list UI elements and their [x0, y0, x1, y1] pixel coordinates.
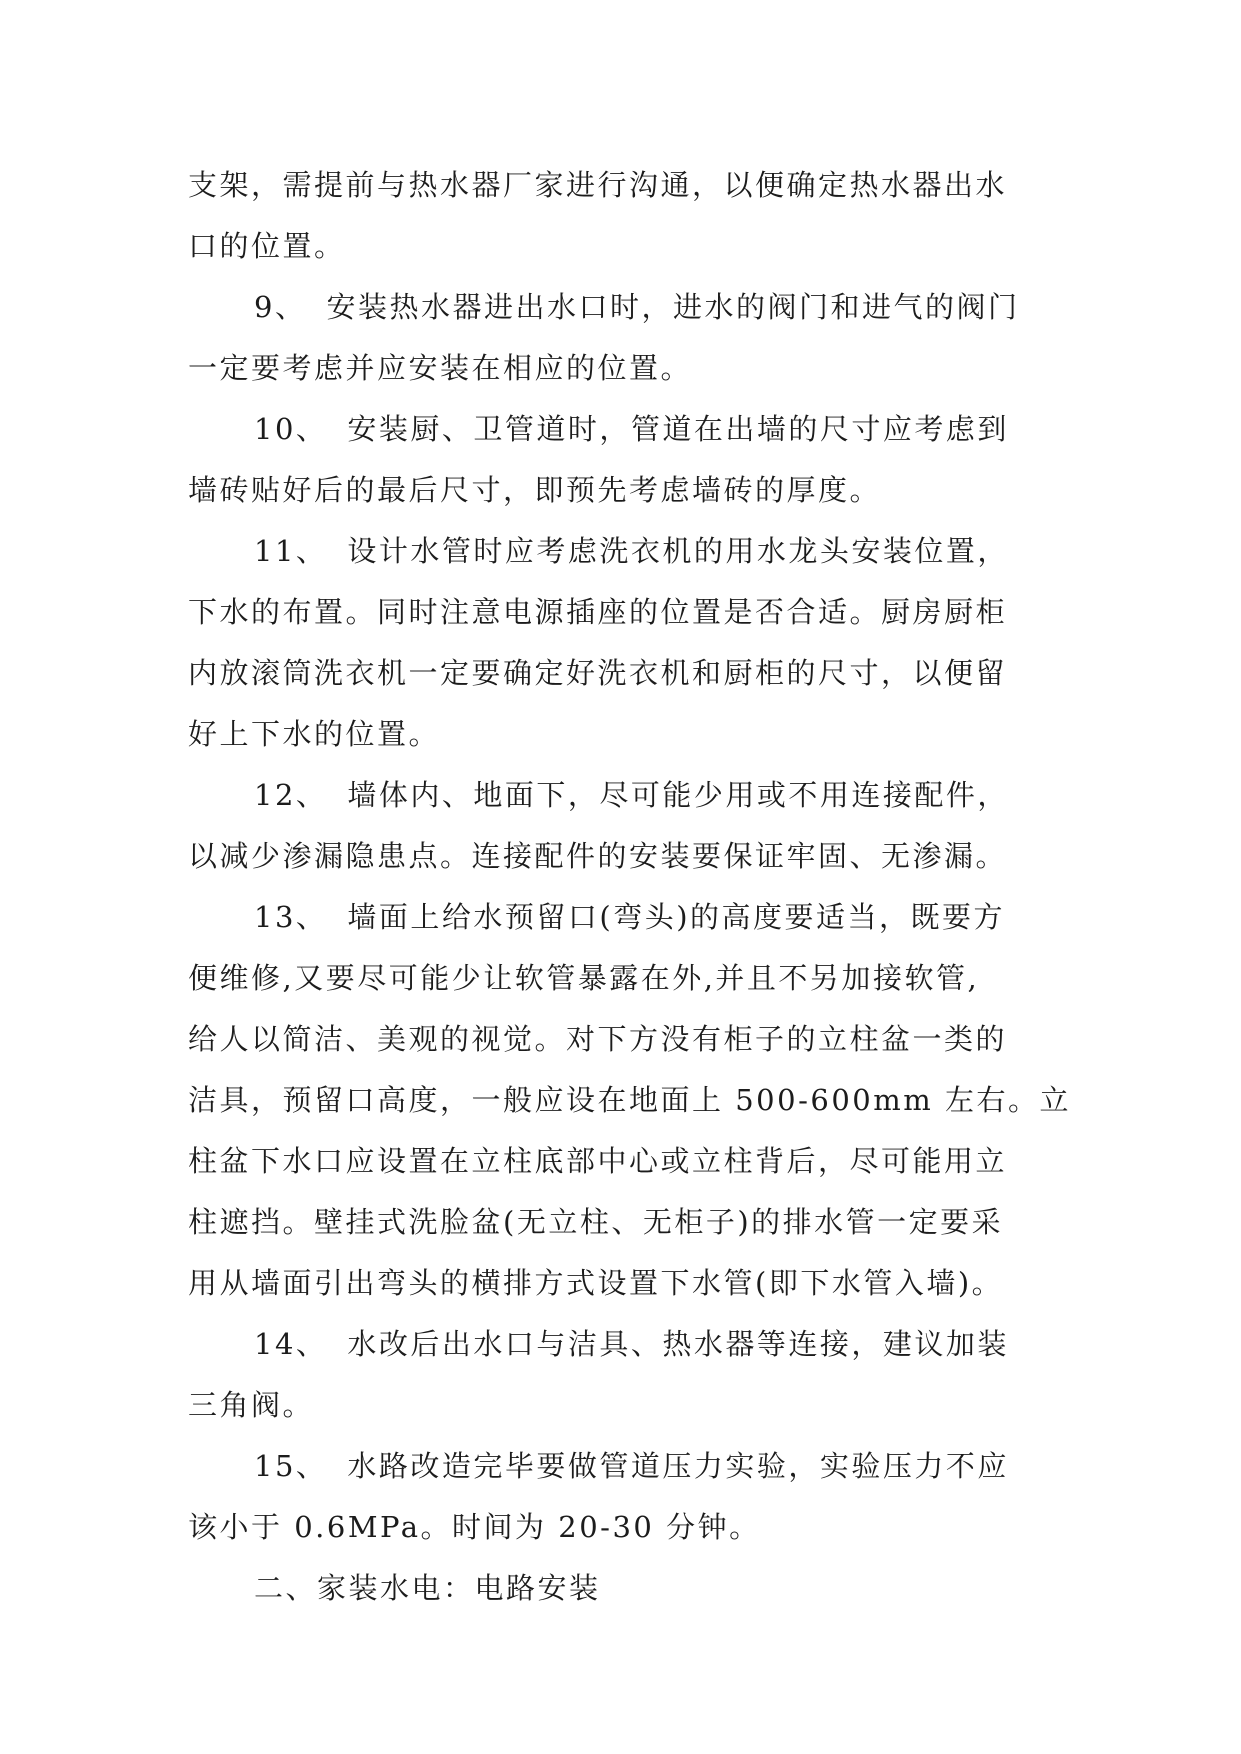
- item-number: 12、: [254, 778, 328, 812]
- document-body: [188, 155, 1071, 1619]
- item-number: 9、: [254, 290, 307, 324]
- text-line: 下水的布置。同时注意电源插座的位置是否合适。厨房厨柜: [188, 595, 1008, 629]
- text-line: 柱遮挡。壁挂式洗脸盆(无立柱、无柜子)的排水管一定要采: [188, 1205, 1004, 1239]
- section-heading: [188, 1558, 1058, 1619]
- item-text: 安装热水器进出水口时，进水的阀门和进气的阀门: [326, 290, 1020, 324]
- list-item-10: [188, 399, 1058, 521]
- text-line: 洁具，预留口高度，一般应设在地面上 500-600mm 左右。立: [188, 1083, 1071, 1117]
- text-line: 给人以简洁、美观的视觉。对下方没有柜子的立柱盆一类的: [188, 1022, 1008, 1056]
- item-number: 14、: [254, 1327, 328, 1361]
- list-item-9: [188, 277, 1058, 399]
- text-line: [188, 521, 1058, 582]
- text-line: 口的位置。: [188, 229, 346, 263]
- list-item-12: [188, 765, 1058, 887]
- item-text: 安装厨、卫管道时，管道在出墙的尺寸应考虑到: [347, 412, 1009, 446]
- text-line: [188, 277, 1058, 338]
- text-line: 以减少渗漏隐患点。连接配件的安装要保证牢固、无渗漏。: [188, 839, 1008, 873]
- heading-text: 二、家装水电：电路安装: [254, 1571, 601, 1605]
- item-text: 水改后出水口与洁具、热水器等连接，建议加装: [347, 1327, 1009, 1361]
- item-number: 10、: [254, 412, 328, 446]
- text-line: 好上下水的位置。: [188, 717, 441, 751]
- item-text: 墙面上给水预留口(弯头)的高度要适当，既要方: [347, 900, 1006, 934]
- text-line: 内放滚筒洗衣机一定要确定好洗衣机和厨柜的尺寸，以便留: [188, 656, 1008, 690]
- text-line: [188, 887, 1058, 948]
- item-text: 水路改造完毕要做管道压力实验，实验压力不应: [347, 1449, 1009, 1483]
- text-line: 支架，需提前与热水器厂家进行沟通，以便确定热水器出水: [188, 168, 1008, 202]
- item-number: 13、: [254, 900, 328, 934]
- text-line: [188, 1436, 1058, 1497]
- text-line: 用从墙面引出弯头的横排方式设置下水管(即下水管入墙)。: [188, 1266, 1004, 1300]
- list-item-11: [188, 521, 1058, 765]
- text-line: [188, 765, 1058, 826]
- text-line: 该小于 0.6MPa。时间为 20-30 分钟。: [188, 1510, 761, 1544]
- list-item-13: [188, 887, 1071, 1314]
- item-number: 15、: [254, 1449, 328, 1483]
- text-line: 三角阀。: [188, 1388, 315, 1422]
- text-line: [188, 1314, 1058, 1375]
- text-line: [188, 399, 1058, 460]
- item-number: 11、: [254, 534, 328, 568]
- text-line: 便维修,又要尽可能少让软管暴露在外,并且不另加接软管,: [188, 961, 980, 995]
- item-text: 设计水管时应考虑洗衣机的用水龙头安装位置，: [347, 534, 1009, 568]
- paragraph-continuation: [188, 155, 1058, 277]
- list-item-14: [188, 1314, 1058, 1436]
- text-line: 柱盆下水口应设置在立柱底部中心或立柱背后，尽可能用立: [188, 1144, 1008, 1178]
- item-text: 墙体内、地面下，尽可能少用或不用连接配件，: [347, 778, 1009, 812]
- list-item-15: [188, 1436, 1058, 1558]
- text-line: 墙砖贴好后的最后尺寸，即预先考虑墙砖的厚度。: [188, 473, 882, 507]
- text-line: 一定要考虑并应安装在相应的位置。: [188, 351, 693, 385]
